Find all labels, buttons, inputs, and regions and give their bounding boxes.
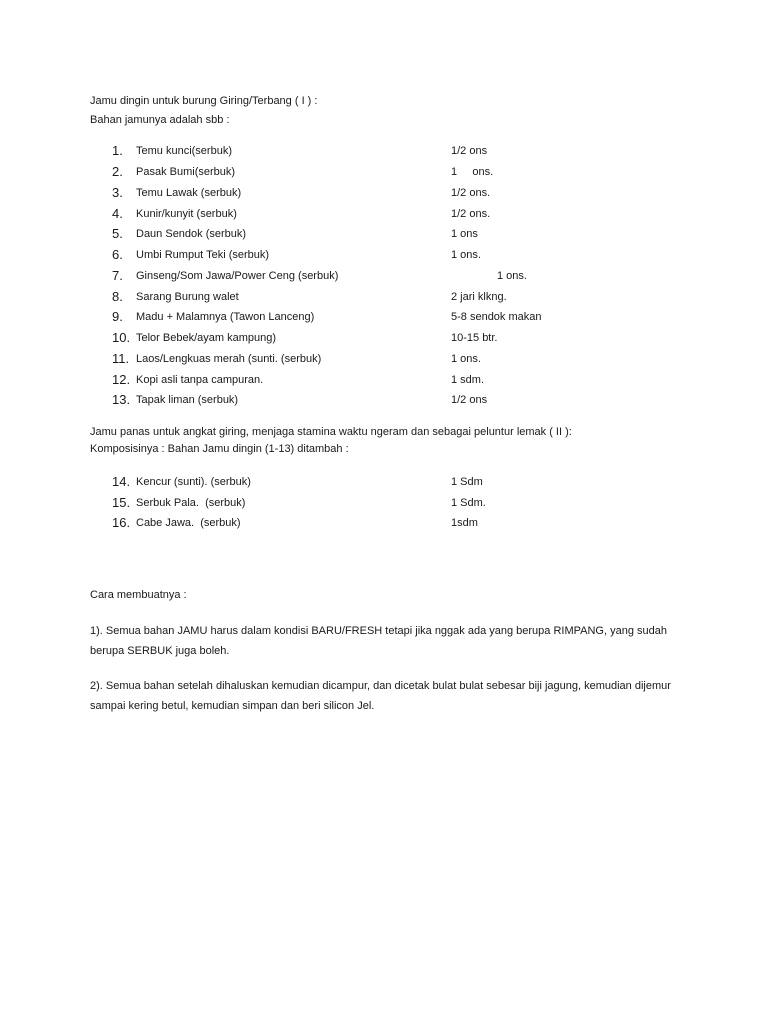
section2-intro: Komposisinya : Bahan Jamu dingin (1-13) ditambah : bbox=[90, 443, 349, 455]
item-quantity: 1/2 ons. bbox=[451, 208, 491, 220]
item-name: Kopi asli tanpa campuran. bbox=[136, 374, 264, 386]
item-name: Tapak liman (serbuk) bbox=[136, 394, 239, 406]
item-number: 4. bbox=[112, 206, 123, 221]
list-item bbox=[0, 247, 768, 267]
item-name: Kencur (sunti). (serbuk) bbox=[136, 476, 251, 488]
item-name: Laos/Lengkuas merah (sunti. (serbuk) bbox=[136, 353, 322, 365]
list-item bbox=[0, 515, 768, 535]
item-number: 13. bbox=[112, 392, 131, 407]
section3-heading: Cara membuatnya : bbox=[90, 589, 187, 601]
item-number: 5. bbox=[112, 226, 123, 241]
list-item bbox=[0, 309, 768, 329]
item-quantity: 5-8 sendok makan bbox=[451, 311, 542, 323]
item-number: 10. bbox=[112, 330, 131, 345]
list-item bbox=[0, 495, 768, 515]
item-number: 11. bbox=[112, 351, 130, 366]
item-name: Daun Sendok (serbuk) bbox=[136, 228, 247, 240]
item-quantity: 1 ons bbox=[451, 228, 478, 240]
section1-heading: Jamu dingin untuk burung Giring/Terbang ( I ) : bbox=[90, 95, 318, 107]
item-number: 2. bbox=[112, 164, 123, 179]
item-number: 14. bbox=[112, 474, 131, 489]
list-item bbox=[0, 330, 768, 350]
list-item bbox=[0, 372, 768, 392]
item-number: 16. bbox=[112, 515, 131, 530]
item-name: Ginseng/Som Jawa/Power Ceng (serbuk) bbox=[136, 270, 339, 282]
list-item bbox=[0, 289, 768, 309]
item-number: 8. bbox=[112, 289, 123, 304]
item-quantity: 1/2 ons bbox=[451, 394, 488, 406]
item-quantity: 1 ons. bbox=[497, 270, 527, 282]
item-name: Sarang Burung walet bbox=[136, 291, 239, 303]
item-number: 7. bbox=[112, 268, 123, 283]
item-number: 3. bbox=[112, 185, 123, 200]
item-number: 15. bbox=[112, 495, 131, 510]
item-quantity: 1 Sdm bbox=[451, 476, 483, 488]
list-item bbox=[0, 226, 768, 246]
list-item bbox=[0, 206, 768, 226]
list-item bbox=[0, 392, 768, 412]
item-quantity: 2 jari klkng. bbox=[451, 291, 507, 303]
item-number: 1. bbox=[112, 143, 123, 158]
item-name: Kunir/kunyit (serbuk) bbox=[136, 208, 237, 220]
item-name: Telor Bebek/ayam kampung) bbox=[136, 332, 277, 344]
instruction-step-1: 1). Semua bahan JAMU harus dalam kondisi BARU/FRESH tetapi jika nggak ada yang berupa RIMPANG, yang sudah berupa SERBUK juga boleh. bbox=[90, 625, 667, 657]
item-number: 9. bbox=[112, 309, 123, 324]
item-quantity: 1/2 ons bbox=[451, 145, 488, 157]
item-number: 12. bbox=[112, 372, 131, 387]
item-quantity: 1 ons. bbox=[451, 166, 494, 178]
item-quantity: 1 ons. bbox=[451, 353, 481, 365]
list-item bbox=[0, 268, 768, 288]
item-quantity: 10-15 btr. bbox=[451, 332, 498, 344]
list-item bbox=[0, 351, 768, 371]
item-quantity: 1/2 ons. bbox=[451, 187, 491, 199]
item-quantity: 1sdm bbox=[451, 517, 478, 529]
item-quantity: 1 sdm. bbox=[451, 374, 485, 386]
item-name: Umbi Rumput Teki (serbuk) bbox=[136, 249, 270, 261]
instruction-step-2: 2). Semua bahan setelah dihaluskan kemudian dicampur, dan dicetak bulat bulat sebesar biji jagung, kemudian dijemur sampai kering betul, kemudian simpan dan beri silicon Jel. bbox=[90, 680, 671, 712]
list-item bbox=[0, 143, 768, 163]
item-name: Madu + Malamnya (Tawon Lanceng) bbox=[136, 311, 315, 323]
item-number: 6. bbox=[112, 247, 123, 262]
item-name: Temu Lawak (serbuk) bbox=[136, 187, 242, 199]
item-name: Pasak Bumi(serbuk) bbox=[136, 166, 236, 178]
section2-heading: Jamu panas untuk angkat giring, menjaga stamina waktu ngeram dan sebagai peluntur lemak ( II ): bbox=[90, 426, 572, 438]
item-name: Serbuk Pala. (serbuk) bbox=[136, 497, 246, 509]
list-item bbox=[0, 474, 768, 494]
list-item bbox=[0, 164, 768, 184]
item-name: Cabe Jawa. (serbuk) bbox=[136, 517, 241, 529]
item-quantity: 1 Sdm. bbox=[451, 497, 486, 509]
item-quantity: 1 ons. bbox=[451, 249, 481, 261]
list-item bbox=[0, 185, 768, 205]
item-name: Temu kunci(serbuk) bbox=[136, 145, 232, 157]
section1-intro: Bahan jamunya adalah sbb : bbox=[90, 114, 230, 126]
